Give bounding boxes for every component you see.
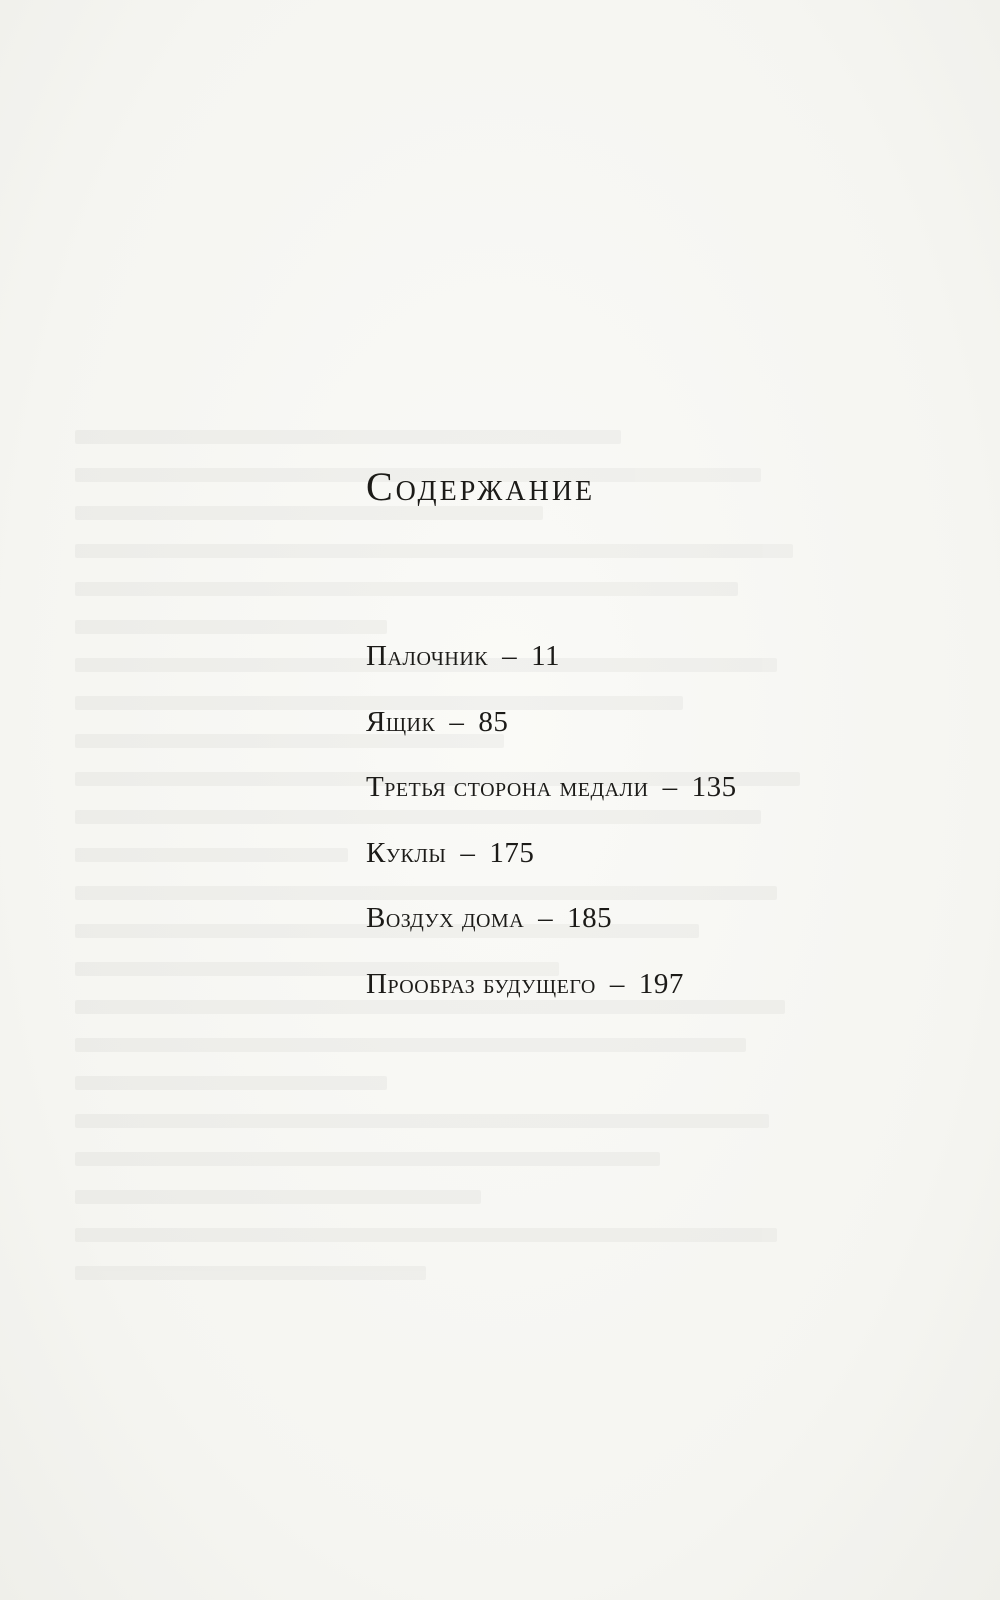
chapter-title: Палочник xyxy=(366,640,489,672)
dash: – xyxy=(502,640,518,672)
contents-item xyxy=(366,837,737,903)
contents-item xyxy=(366,640,737,706)
dash: – xyxy=(538,902,554,934)
contents-item xyxy=(366,706,737,772)
chapter-title: Третья сторона медали xyxy=(366,771,649,803)
contents-item xyxy=(366,968,737,1034)
chapter-title: Воздух дома xyxy=(366,902,525,934)
dash: – xyxy=(609,967,625,1000)
page-number: 11 xyxy=(531,640,561,672)
contents-item xyxy=(366,771,737,837)
page-number: 175 xyxy=(489,836,535,869)
page-number: 135 xyxy=(691,771,737,803)
contents-item xyxy=(366,902,737,968)
page-number: 85 xyxy=(478,705,509,738)
page-number: 197 xyxy=(638,967,684,1000)
dash: – xyxy=(662,771,678,803)
contents-list xyxy=(366,640,737,1033)
chapter-title: Ящик xyxy=(366,705,436,738)
chapter-title: Прообраз будущего xyxy=(366,967,596,1000)
chapter-title: Куклы xyxy=(366,836,447,869)
dash: – xyxy=(460,836,476,869)
page-number: 185 xyxy=(567,902,613,934)
dash: – xyxy=(449,705,465,738)
contents-title: Содержание xyxy=(366,464,596,509)
